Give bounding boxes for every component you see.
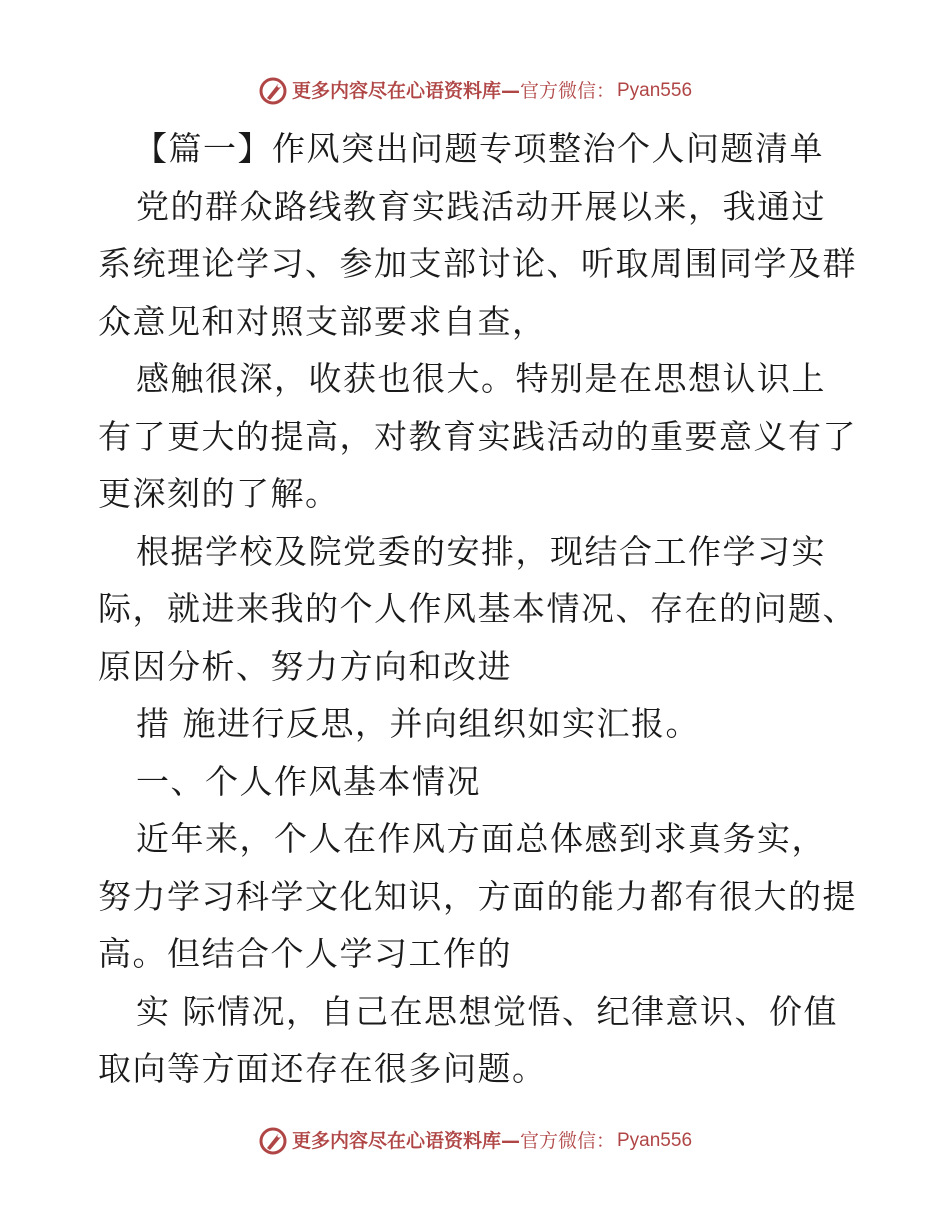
pen-nib-logo-icon: [258, 76, 288, 106]
watermark-wechat-label: 官方微信：: [519, 1130, 615, 1152]
watermark-main-text: 更多内容尽在心语资料库—: [291, 1130, 520, 1152]
section-heading: 一、个人作风基本情况: [136, 761, 481, 801]
paragraph: 感触很深，收获也很大。特别是在思想认识上有了更大的提高，对教育实践活动的重要意义有了更深刻的了解。: [98, 359, 857, 513]
header-watermark: [0, 76, 950, 106]
footer-watermark: [0, 1126, 950, 1156]
watermark-main-text: 更多内容尽在心语资料库—: [291, 80, 520, 102]
watermark-wechat-id: Pyan556: [617, 80, 693, 101]
watermark-wechat-label: 官方微信：: [519, 80, 615, 102]
paragraph: 近年来，个人在作风方面总体感到求真务实，努力学习科学文化知识，方面的能力都有很大的提高。但结合个人学习工作的: [98, 819, 857, 973]
watermark-wechat-id: Pyan556: [617, 1130, 693, 1151]
paragraph: 措 施进行反思，并向组织如实汇报。: [136, 704, 700, 743]
pen-nib-logo-icon: [258, 1126, 288, 1156]
paragraph: 实 际情况，自己在思想觉悟、纪律意识、价值取向等方面还存在很多问题。: [98, 991, 838, 1088]
document-body: [98, 120, 858, 1098]
document-title: 【篇一】作风突出问题专项整治个人问题清单: [134, 129, 824, 168]
paragraph: 根据学校及院党委的安排，现结合工作学习实际，就进来我的个人作风基本情况、存在的问题、原因分析、努力方向和改进: [98, 531, 857, 686]
paragraph: 党的群众路线教育实践活动开展以来，我通过系统理论学习、参加支部讨论、听取周围同学及群众意见和对照支部要求自查，: [98, 186, 857, 341]
